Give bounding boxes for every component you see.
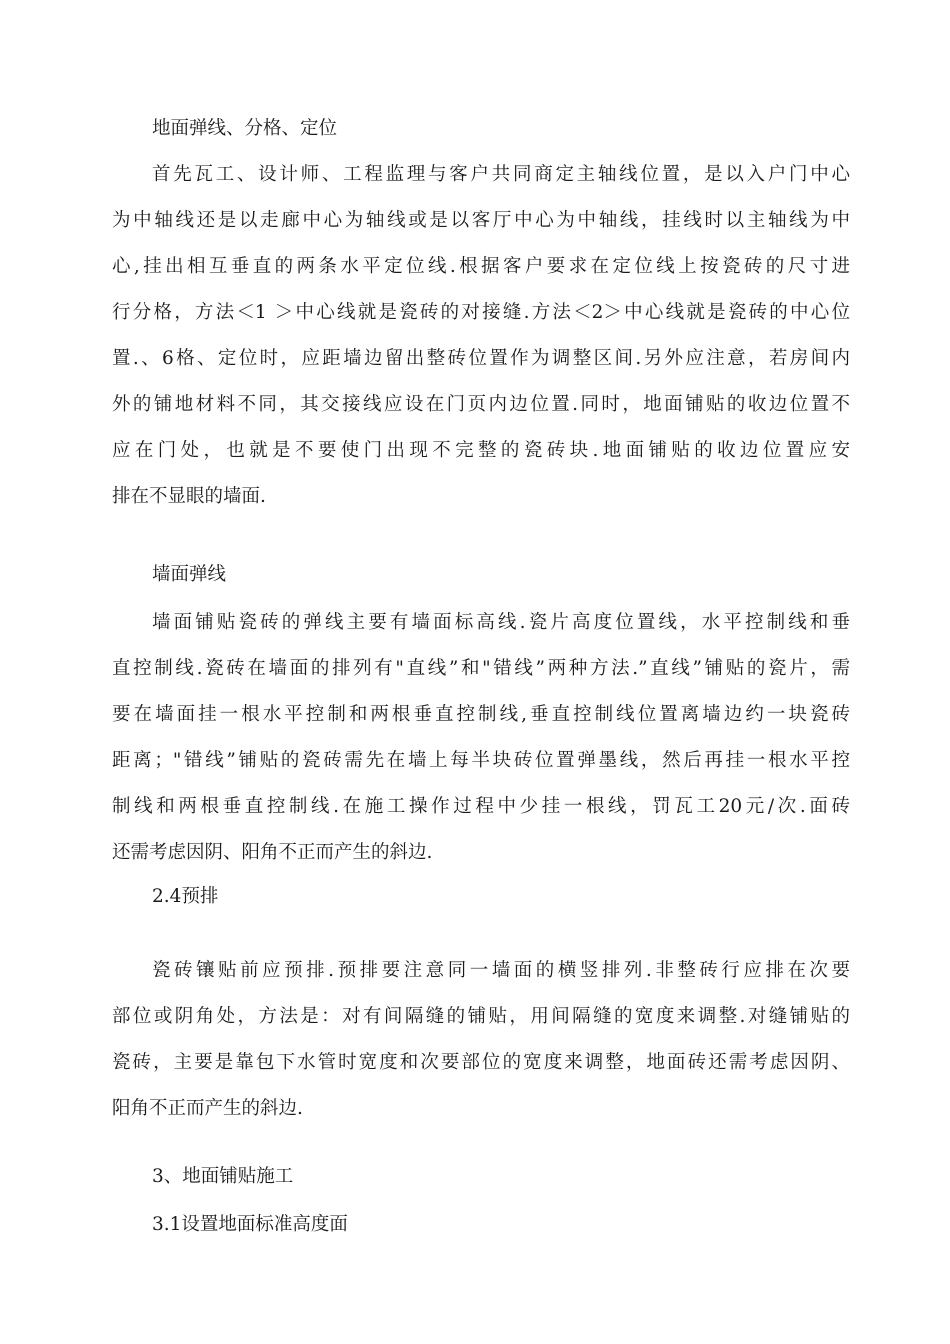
- paragraph-line: 置.、6格、定位时，应距墙边留出整砖位置作为调整区间.另外应注意，若房间内: [112, 348, 850, 369]
- section-heading: 2.4预排: [152, 886, 219, 907]
- paragraph-line: 瓷砖，主要是靠包下水管时宽度和次要部位的宽度来调整，地面砖还需考虑因阴、: [112, 1052, 850, 1073]
- paragraph-line: 心,挂出相互垂直的两条水平定位线.根据客户要求在定位线上按瓷砖的尺寸进: [112, 256, 850, 277]
- paragraph-line: 首先瓦工、设计师、工程监理与客户共同商定主轴线位置，是以入户门中心: [152, 164, 850, 185]
- section-heading: 3.1设置地面标准高度面: [152, 1214, 348, 1235]
- paragraph-line: 制线和两根垂直控制线.在施工操作过程中少挂一根线，罚瓦工20元/次.面砖: [112, 796, 850, 817]
- paragraph-line: 要在墙面挂一根水平控制和两根垂直控制线,垂直控制线位置离墙边约一块瓷砖: [112, 704, 850, 725]
- section-heading: 3、地面铺贴施工: [152, 1166, 294, 1187]
- paragraph-line: 墙面铺贴瓷砖的弹线主要有墙面标高线.瓷片高度位置线，水平控制线和垂: [152, 612, 850, 633]
- section-heading: 地面弹线、分格、定位: [152, 118, 338, 139]
- paragraph-line: 行分格，方法＜1 ＞中心线就是瓷砖的对接缝.方法＜2＞中心线就是瓷砖的中心位: [112, 302, 850, 323]
- section-heading: 墙面弹线: [152, 564, 227, 585]
- paragraph-line: 瓷砖镶贴前应预排.预排要注意同一墙面的横竖排列.非整砖行应排在次要: [152, 960, 850, 981]
- paragraph-line: 应在门处，也就是不要使门出现不完整的瓷砖块.地面铺贴的收边位置应安: [112, 440, 850, 461]
- paragraph-line: 直控制线.瓷砖在墙面的排列有"直线”和"错线”两种方法.”直线”铺贴的瓷片，需: [112, 658, 850, 679]
- paragraph-line: 外的铺地材料不同，其交接线应设在门页内边位置.同时，地面铺贴的收边位置不: [112, 394, 850, 415]
- paragraph-line: 阳角不正而产生的斜边.: [112, 1098, 303, 1119]
- paragraph-line: 还需考虑因阴、阳角不正而产生的斜边.: [112, 842, 433, 863]
- paragraph-line: 排在不显眼的墙面.: [112, 486, 266, 507]
- paragraph-line: 为中轴线还是以走廊中心为轴线或是以客厅中心为中轴线，挂线时以主轴线为中: [112, 210, 850, 231]
- paragraph-line: 距离；"错线”铺贴的瓷砖需先在墙上每半块砖位置弹墨线，然后再挂一根水平控: [112, 750, 850, 771]
- paragraph-line: 部位或阴角处，方法是：对有间隔缝的铺贴，用间隔缝的宽度来调整.对缝铺贴的: [112, 1006, 850, 1027]
